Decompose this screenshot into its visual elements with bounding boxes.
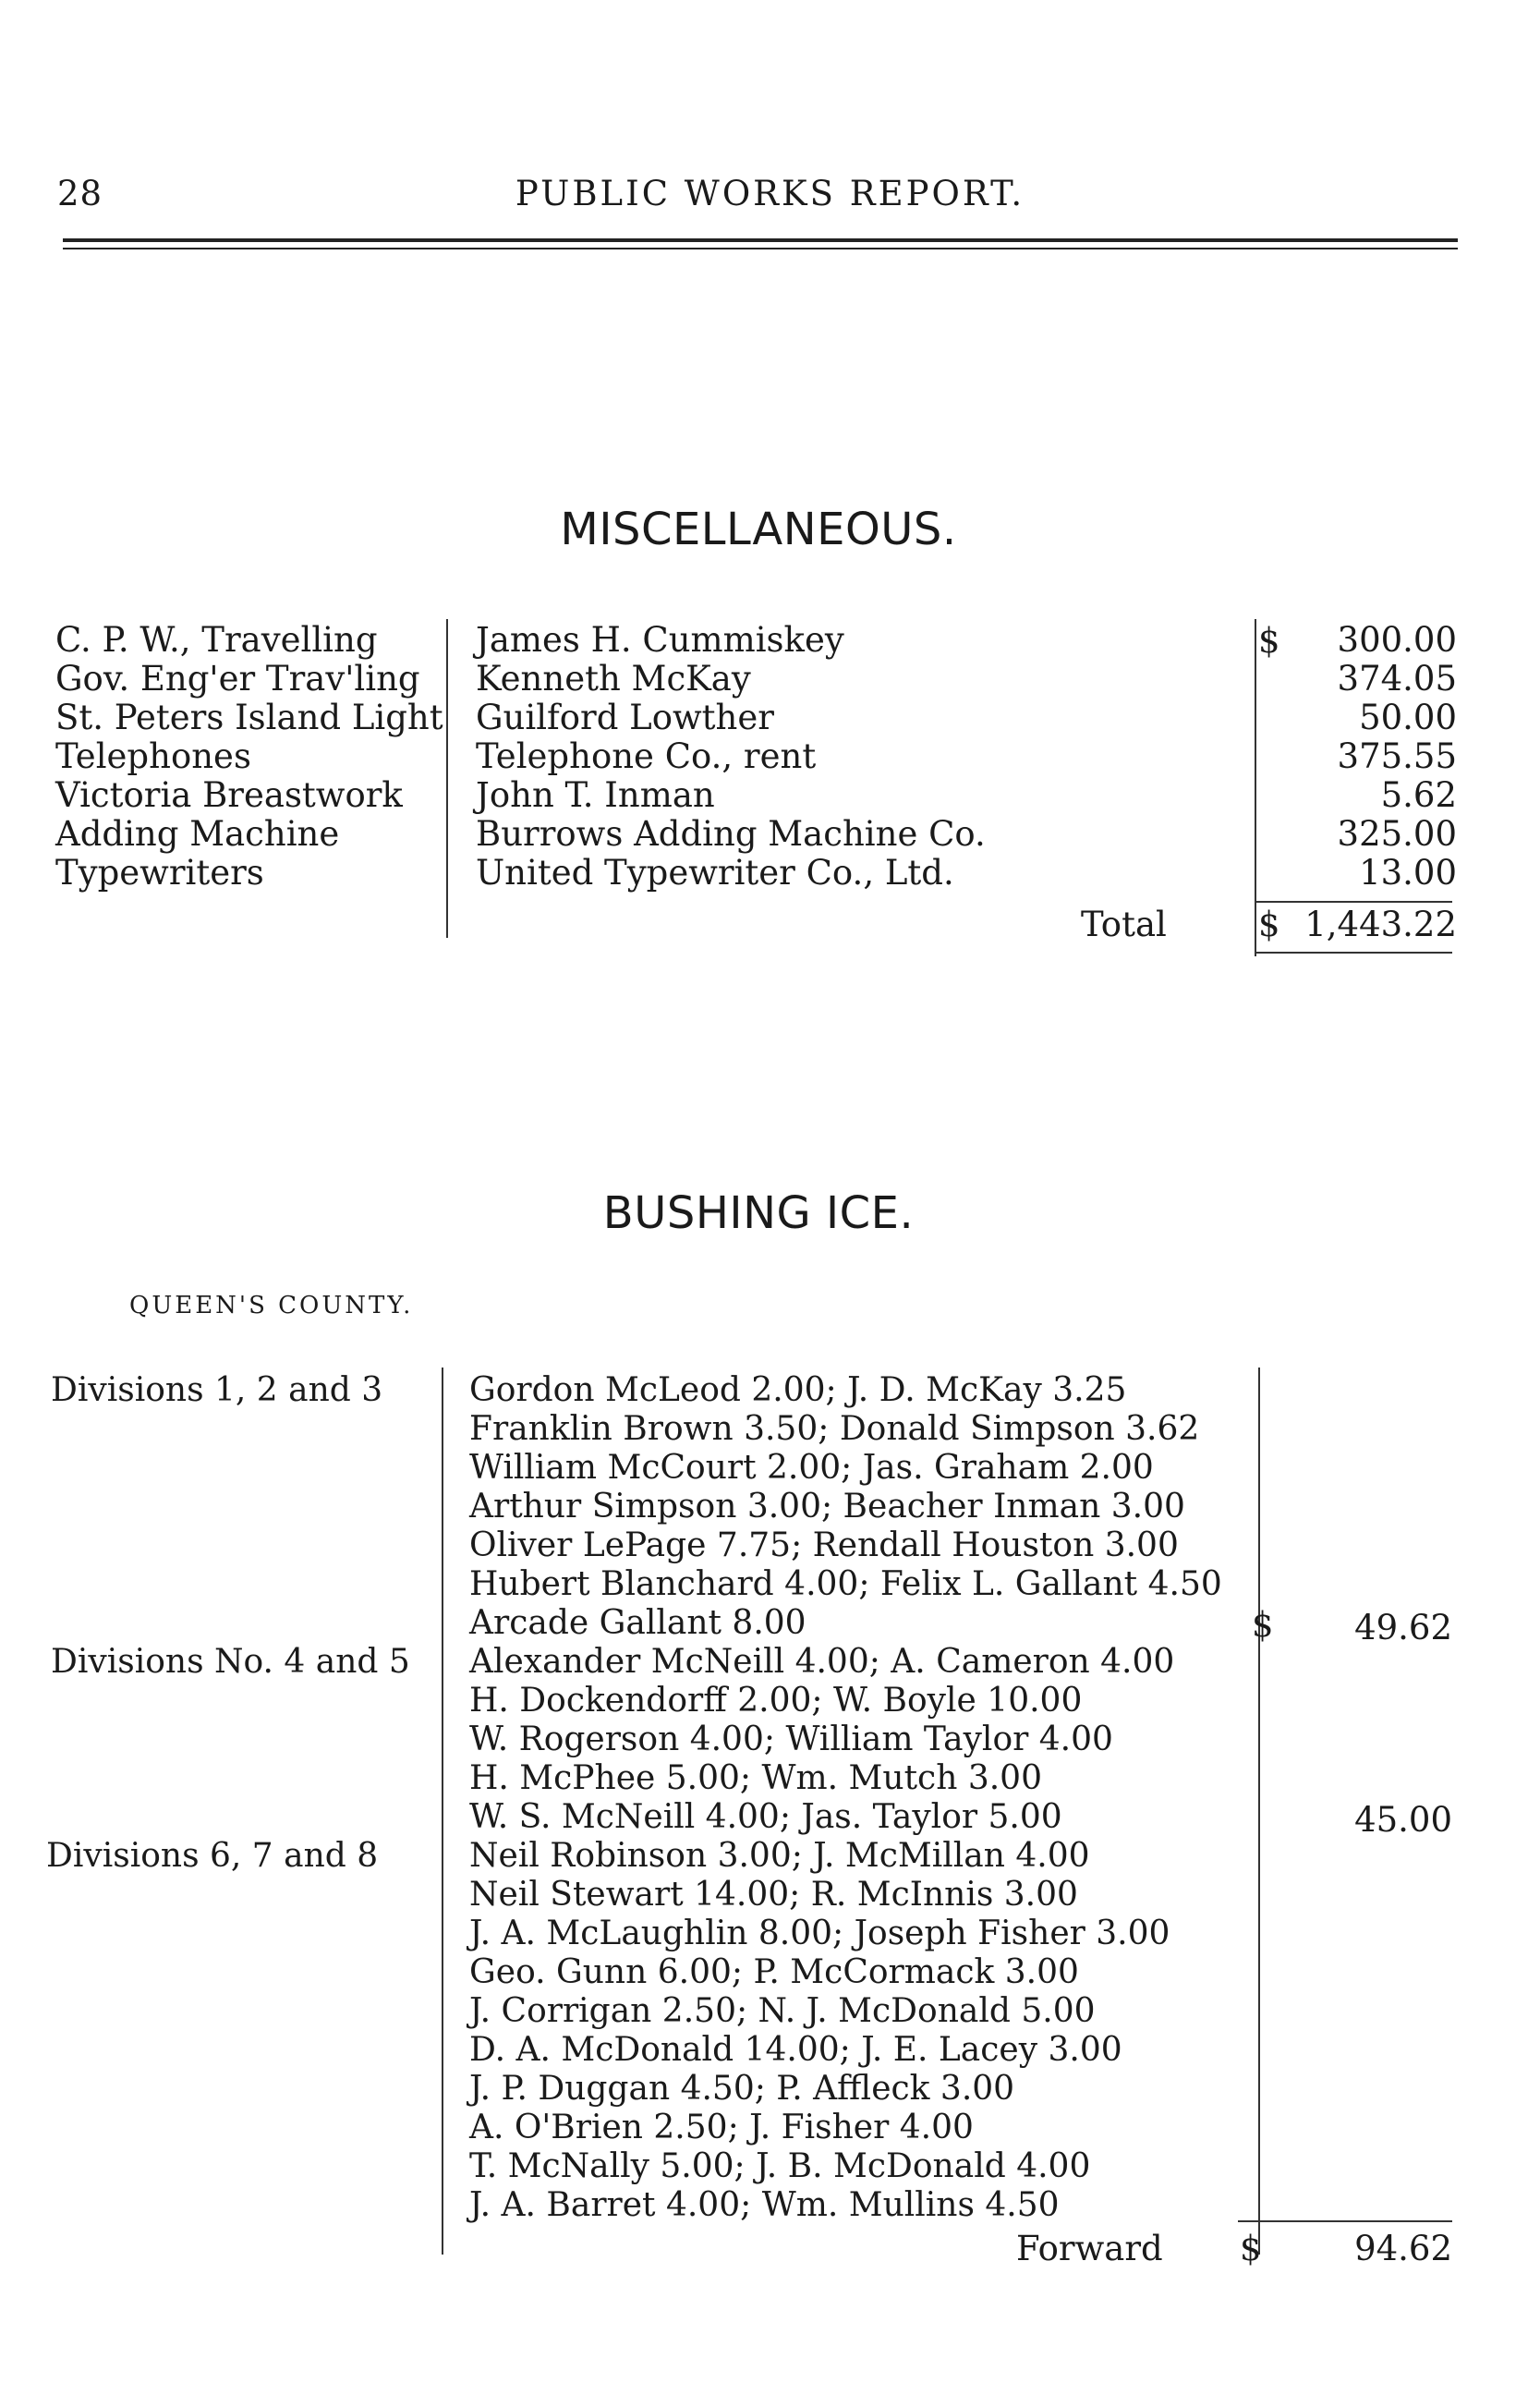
- misc-amounts-column: [1338, 621, 1457, 893]
- payee-line: H. Dockendorff 2.00; W. Boyle 10.00: [469, 1682, 1083, 1720]
- column-divider: [446, 619, 448, 938]
- amount-column-divider: [1255, 619, 1256, 956]
- misc-amount: 300.00: [1337, 620, 1457, 660]
- payee-line: Geo. Gunn 6.00; P. McCormack 3.00: [469, 1953, 1079, 1991]
- payee-line: Oliver LePage 7.75; Rendall Houston 3.00: [469, 1526, 1179, 1564]
- misc-item: Telephones: [55, 736, 251, 776]
- misc-amount: 375.55: [1337, 736, 1457, 776]
- payee-line: Gordon McLeod 2.00; J. D. McKay 3.25: [469, 1371, 1127, 1409]
- dollar-sign: $: [1240, 2229, 1262, 2268]
- misc-amount: 13.00: [1359, 853, 1457, 893]
- misc-payee: United Typewriter Co., Ltd.: [476, 853, 954, 893]
- misc-items-column: [55, 621, 443, 893]
- payee-line: Neil Robinson 3.00; J. McMillan 4.00: [469, 1837, 1090, 1875]
- misc-payee: James H. Cummiskey: [476, 620, 844, 660]
- running-header: PUBLIC WORKS REPORT.: [515, 174, 1025, 213]
- section-title-bushing-ice: BUSHING ICE.: [602, 1187, 915, 1239]
- misc-item: C. P. W., Travelling: [55, 620, 378, 660]
- misc-item: St. Peters Island Light: [55, 698, 443, 737]
- misc-payee: Kenneth McKay: [476, 659, 751, 699]
- misc-payee: Telephone Co., rent: [476, 736, 817, 776]
- payee-line: J. Corrigan 2.50; N. J. McDonald 5.00: [469, 1992, 1096, 2030]
- forward-amount: 94.62: [1354, 2229, 1452, 2268]
- page-number: 28: [57, 174, 103, 213]
- payee-line: J. A. Barret 4.00; Wm. Mullins 4.50: [469, 2186, 1060, 2224]
- misc-payee: Guilford Lowther: [476, 698, 774, 737]
- payee-line: W. Rogerson 4.00; William Taylor 4.00: [469, 1720, 1113, 1758]
- column-divider: [442, 1368, 443, 2255]
- payee-line: Arthur Simpson 3.00; Beacher Inman 3.00: [469, 1488, 1185, 1526]
- payee-line: Hubert Blanchard 4.00; Felix L. Gallant 4.50: [469, 1565, 1222, 1603]
- payee-line: A. O'Brien 2.50; J. Fisher 4.00: [469, 2109, 974, 2146]
- misc-amount: 325.00: [1337, 814, 1457, 854]
- misc-payee: Burrows Adding Machine Co.: [476, 814, 986, 854]
- payee-line: Neil Stewart 14.00; R. McInnis 3.00: [469, 1876, 1078, 1914]
- section-title-miscellaneous: MISCELLANEOUS.: [560, 504, 957, 555]
- misc-payee: John T. Inman: [476, 775, 715, 815]
- header-rule-thin: [63, 248, 1458, 249]
- payee-line: T. McNally 5.00; J. B. McDonald 4.00: [469, 2147, 1091, 2185]
- division-label: Divisions No. 4 and 5: [51, 1643, 410, 1681]
- misc-amount: 5.62: [1380, 775, 1457, 815]
- total-amount: 1,443.22: [1304, 905, 1457, 944]
- misc-item: Victoria Breastwork: [55, 775, 403, 815]
- payee-line: D. A. McDonald 14.00; J. E. Lacey 3.00: [469, 2031, 1122, 2069]
- payee-line: William McCourt 2.00; Jas. Graham 2.00: [469, 1449, 1154, 1487]
- forward-rule: [1238, 2220, 1452, 2222]
- amount-column-divider: [1258, 1368, 1260, 2255]
- division-amount: 49.62: [1354, 1608, 1452, 1647]
- misc-item: Typewriters: [55, 853, 264, 893]
- misc-amount: 374.05: [1337, 659, 1457, 699]
- payee-line: W. S. McNeill 4.00; Jas. Taylor 5.00: [469, 1798, 1062, 1836]
- payee-line: Franklin Brown 3.50; Donald Simpson 3.62: [469, 1410, 1200, 1448]
- forward-label: Forward: [1016, 2229, 1163, 2268]
- dollar-sign: $: [1258, 621, 1280, 661]
- dollar-sign: $: [1258, 905, 1280, 944]
- payee-line: Alexander McNeill 4.00; A. Cameron 4.00: [469, 1643, 1175, 1681]
- division-label: Divisions 1, 2 and 3: [51, 1371, 383, 1409]
- total-label: Total: [1081, 905, 1167, 944]
- bushing-names-column: [469, 1371, 1222, 2225]
- misc-payees-column: [476, 621, 986, 893]
- payee-line: J. A. McLaughlin 8.00; Joseph Fisher 3.00: [469, 1915, 1170, 1952]
- payee-line: Arcade Gallant 8.00: [469, 1604, 806, 1642]
- division-amount: 45.00: [1354, 1800, 1452, 1840]
- header-rule-thick: [63, 238, 1458, 242]
- total-rule: [1255, 901, 1452, 903]
- misc-amount: 50.00: [1359, 698, 1457, 737]
- county-heading: QUEEN'S COUNTY.: [129, 1292, 414, 1319]
- payee-line: J. P. Duggan 4.50; P. Affleck 3.00: [469, 2070, 1015, 2108]
- misc-item: Adding Machine: [55, 814, 340, 854]
- total-underline: [1255, 952, 1452, 954]
- dollar-sign: $: [1252, 1605, 1274, 1645]
- payee-line: H. McPhee 5.00; Wm. Mutch 3.00: [469, 1759, 1042, 1797]
- misc-item: Gov. Eng'er Trav'ling: [55, 659, 420, 699]
- division-label: Divisions 6, 7 and 8: [46, 1837, 379, 1875]
